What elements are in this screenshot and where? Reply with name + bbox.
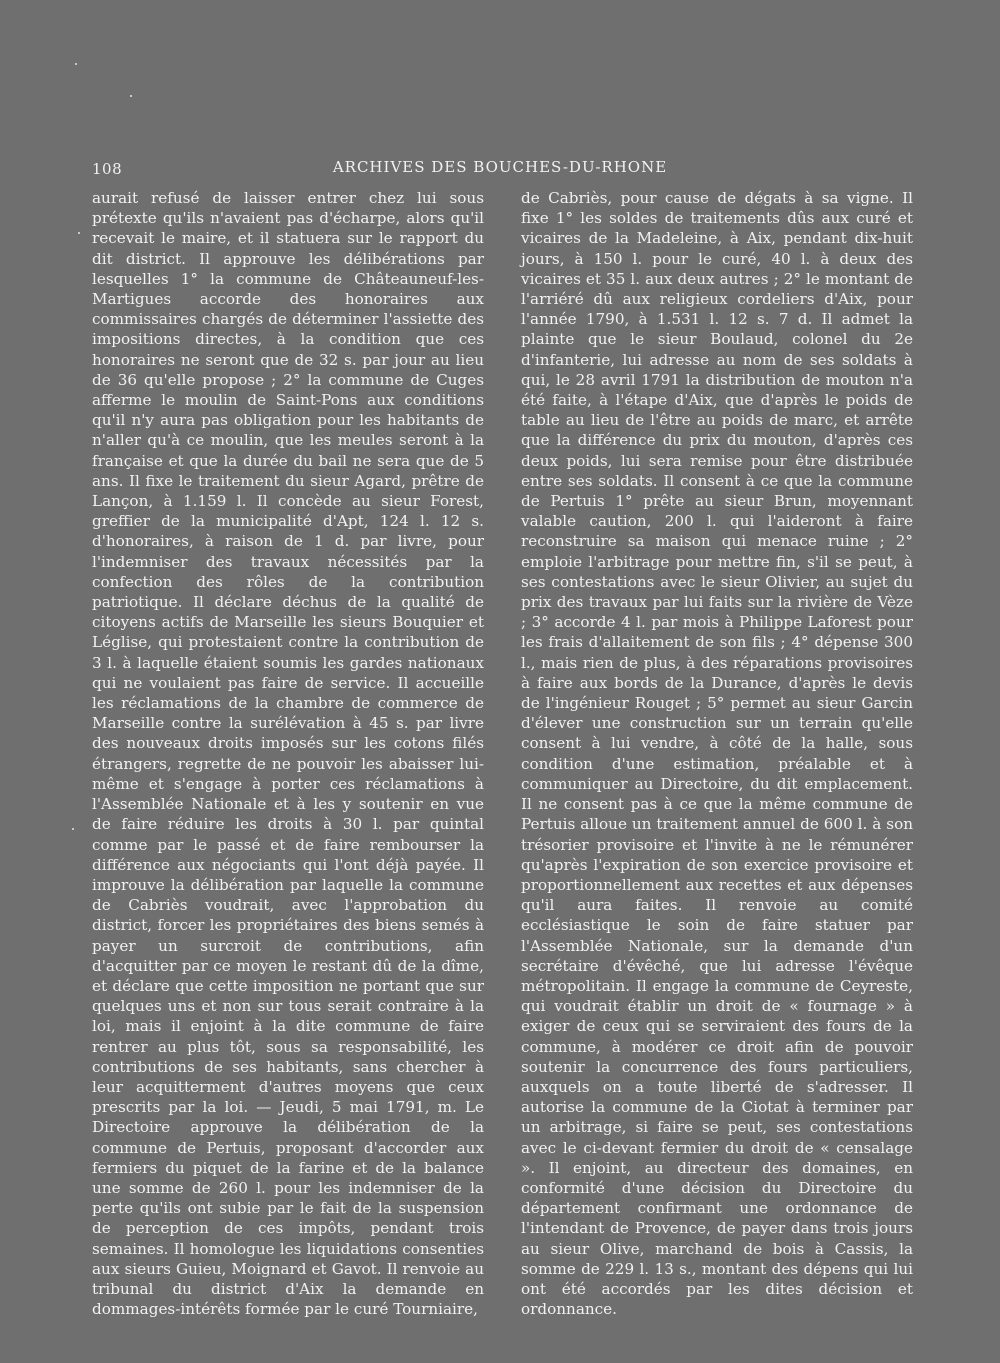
scan-speck: [130, 95, 132, 97]
scan-speck: [75, 63, 77, 65]
scan-speck: [72, 828, 74, 830]
paragraph-left: aurait refusé de laisser entrer chez lui sous prétexte qu'ils n'avaient pas d'écharpe, alors qu'il recevait le maire, et il statuera sur le rapport du dit district. Il approuve les délibérations par lesquelles 1° la commune de Châteauneuf-les-Martigues accorde des honoraires aux commissaires chargés de déterminer l'assiette des impositions directes, à la condition que ces honoraires ne seront que de 32 s. par jour au lieu de 36 qu'elle propose ; 2° la commune de Cuges afferme le moulin de Saint-Pons aux conditions qu'il n'y aura pas obligation pour les habitants de n'aller qu'à ce moulin, que les meules seront à la française et que la durée du bail ne sera que de 5 ans. Il fixe le traitement du sieur Agard, prêtre de Lançon, à 1.159 l. Il concède au sieur Forest, greffier de la municipalité d'Apt, 124 l. 12 s. d'honoraires, à raison de 1 d. par livre, pour l'indemniser des travaux nécessités par la confection des rôles de la contribution patriotique. Il déclare déchus de la qualité de citoyens actifs de Marseille les sieurs Bouquier et Léglise, qui protestaient contre la contribution de 3 l. à laquelle étaient soumis les gardes nationaux qui ne voulaient pas faire de service. Il accueille les réclamations de la chambre de commerce de Marseille contre la surélévation à 45 s. par livre des nouveaux droits imposés sur les cotons filés étrangers, regrette de ne pouvoir les abaisser lui-même et s'engage à porter ces réclamations à l'Assemblée Nationale et à les y soutenir en vue de faire réduire les droits à 30 l. par quintal comme par le passé et de faire rembourser la différence aux négociants qui l'ont déjà payée. Il improuve la délibération par laquelle la commune de Cabriès voudrait, avec l'approbation du district, forcer les propriétaires des biens semés à payer un surcroit de contributions, afin d'acquitter par ce moyen le restant dû de la dîme, et déclare que cette imposition ne portant que sur quelques uns et non sur tous serait contraire à la loi, mais il enjoint à la dite commune de faire rentrer au plus tôt, sous sa responsabilité, les contributions de ses habitants, sans chercher à leur acquitterment d'autres moyens que ceux prescrits par la loi. — Jeudi, 5 mai 1791, m. Le Directoire approuve la délibération de la commune de Pertuis, proposant d'accorder aux fermiers du piquet de la farine et de la balance une somme de 260 l. pour les indemniser de la perte qu'ils ont subie par le fait de la suspension de perception de ces impôts, pendant trois semaines. Il homologue les liquidations consenties aux sieurs Guieu, Moignard et Gavot. Il renvoie au tribunal du district d'Aix la demande en dommages-intérêts formée par le curé Tourniaire,: [92, 189, 484, 1319]
page-number: 108: [92, 160, 123, 178]
paragraph-right: de Cabriès, pour cause de dégats à sa vigne. Il fixe 1° les soldes de traitements dûs aux curé et vicaires de la Madeleine, à Aix, pendant dix-huit jours, à 150 l. pour le curé, 40 l. à deux des vicaires et 35 l. aux deux autres ; 2° le montant de l'arriéré dû aux religieux cordeliers d'Aix, pour l'année 1790, à 1.531 l. 12 s. 7 d. Il admet la plainte que le sieur Boulaud, colonel du 2e d'infanterie, lui adresse au nom de ses soldats à qui, le 28 avril 1791 la distribution de mouton n'a été faite, à l'étape d'Aix, que d'après le poids de table au lieu de l'être au poids de marc, et arrête que la différence du prix du mouton, d'après ces deux poids, lui sera remise pour être distribuée entre ses soldats. Il consent à ce que la commune de Pertuis 1° prête au sieur Brun, moyennant valable caution, 200 l. qui l'aideront à faire reconstruire sa maison qui menace ruine ; 2° emploie l'arbitrage pour mettre fin, s'il se peut, à ses contestations avec le sieur Olivier, au sujet du prix des travaux par lui faits sur la rivière de Vèze ; 3° accorde 4 l. par mois à Philippe Laforest pour les frais d'allaitement de son fils ; 4° dépense 300 l., mais rien de plus, à des réparations provisoires à faire aux bords de la Durance, d'après le devis de l'ingénieur Rouget ; 5° permet au sieur Garcin d'élever une construction sur un terrain qu'elle consent à lui vendre, à côté de la halle, sous condition d'une estimation, préalable et à communiquer au Directoire, du dit emplacement. Il ne consent pas à ce que la même commune de Pertuis alloue un traitement annuel de 600 l. à son trésorier provisoire et l'invite à ne le rémunérer qu'après l'expiration de son exercice provisoire et proportionnellement aux recettes et aux dépenses qu'il aura faites. Il renvoie au comité ecclésiastique le soin de faire statuer par l'Assemblée Nationale, sur la demande d'un secrétaire d'évêché, que lui adresse l'évêque métropolitain. Il engage la commune de Ceyreste, qui voudrait établir un droit de « fournage » à exiger de ceux qui se serviraient des fours de la commune, à modérer ce droit afin de pouvoir soutenir la concurrence des fours particuliers, auxquels on a toute liberté de s'adresser. Il autorise la commune de la Ciotat à terminer par un arbitrage, si faire se peut, ses contestations avec le ci-devant fermier du droit de « censalage ». Il enjoint, au directeur des domaines, en conformité d'une décision du Directoire du département confirmant une ordonnance de l'intendant de Provence, de payer dans trois jours au sieur Olive, marchand de bois à Cassis, la somme de 229 l. 13 s., montant des dépens qui lui ont été accordés par les dites décision et ordonnance.: [521, 189, 913, 1319]
scan-speck: [78, 232, 80, 234]
text-column-left: [92, 188, 484, 1319]
running-head: ARCHIVES DES BOUCHES-DU-RHONE: [332, 158, 668, 176]
text-column-right: [521, 188, 913, 1319]
